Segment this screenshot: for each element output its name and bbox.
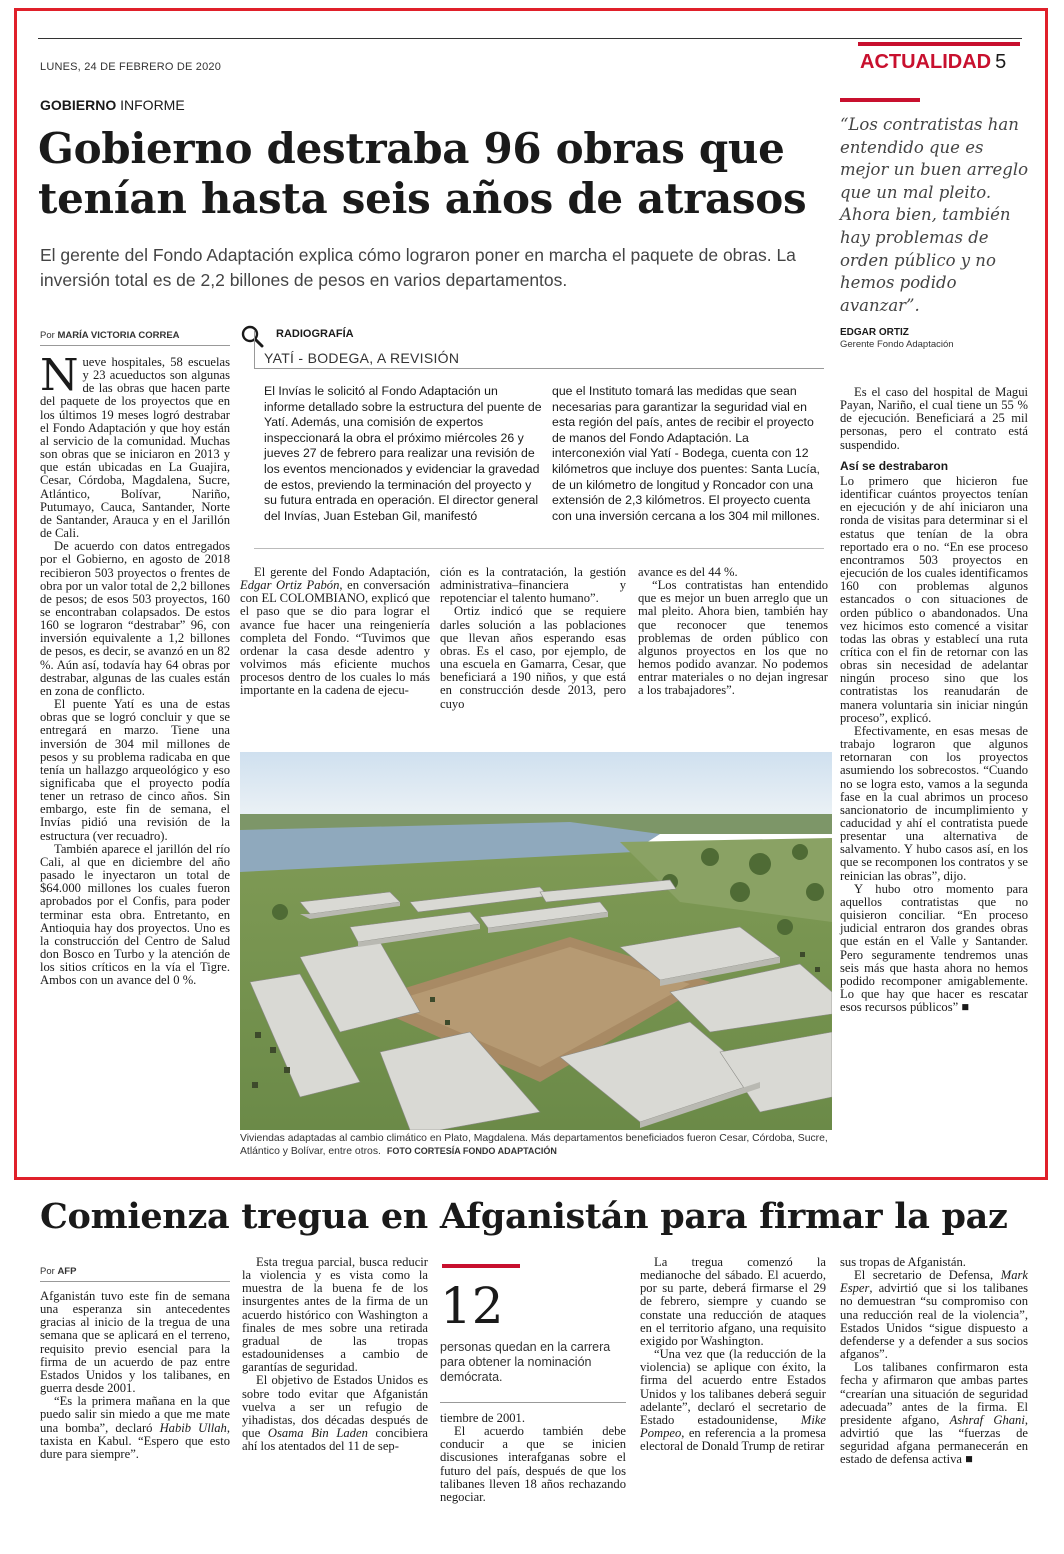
box-divider [254, 368, 824, 369]
paragraph: Y hubo otro momento para aquellos contratistas que no quisieron conciliar. “En proceso judicial entraron dos grandes obras que están en el Valle y Santander. Pero seguramente tendremos unas seis más que hasta ahora no hemos podido recomponer amigablemente. Lo que hay que hacer es rescatar esos recursos públicos” ■ [840, 881, 1028, 1015]
pullquote-role: Gerente Fondo Adaptación [840, 339, 954, 350]
paragraph: Esta tregua parcial, busca reducir la violencia y es vista como la muestra de la buena fe de los insurgentes antes de la firma de un acuerdo histórico con Washington a finales de mes sobre una retirada gradual de las tropas estadounidenses a cambio de garantías de seguridad. [242, 1255, 428, 1375]
paragraph [40, 350, 230, 541]
drop-cap: N [40, 350, 79, 401]
paragraph-text: “Una vez que (la reducción de la violencia) se aplique con éxito, la firma del acuerdo entre Estados Unidos y los talibanes deberá seguir adelante”, declaró el secretario de Estado estadounidense, [640, 1347, 826, 1427]
paragraph-text: Los talibanes confirmaron esta fecha y afirmaron que ambas partes “crearían una situación de seguridad adecuada” antes de la firma. El presidente afgano, [840, 1360, 1028, 1427]
photo-credit: FOTO CORTESÍA FONDO ADAPTACIÓN [386, 1146, 557, 1156]
article2-column-5 [840, 1256, 1028, 1467]
paragraph: El acuerdo también debe conducir a que se inicien discusiones interafganas sobre el futuro del país, después de que los talibanes lleven 18 años rechazando negociar. [440, 1424, 626, 1504]
article-column-2 [240, 566, 430, 698]
fact-text: personas quedan en la carrera para obtener la nominación demócrata. [440, 1340, 611, 1384]
byline-prefix: Por [40, 330, 55, 341]
paragraph-text: , en conversación con EL COLOMBIANO, explicó que el paso que se dio para lograr el avance fue hacer una reingeniería completa del Fondo. “Tuvimos que ordenar la casa desde adentro y volvimos más eficiente muchos procesos dentro de los cuales lo más importante en la cadena de ejecu- [240, 578, 430, 698]
fact-divider [440, 1402, 626, 1403]
paragraph-text: El gerente del Fondo Adaptación, [254, 565, 430, 579]
paragraph-text: , en referencia a la promesa electoral de Donald Trump de retirar [640, 1426, 826, 1454]
person-name: Mike Pompeo [640, 1412, 826, 1441]
paragraph: Afganistán tuvo este fin de semana una esperanza sin antecedentes gracias al inicio de la tregua de una semana que se aplicará en el terreno, requisito previo esencial para la firma de un acuerdo de paz entre Estados Unidos y los talibanes, en guerra desde 2001. [40, 1289, 230, 1396]
byline-prefix: Por [40, 1266, 55, 1277]
box-divider-vertical [254, 330, 255, 368]
article-column-1 [40, 350, 230, 988]
paragraph-text: concibiera ahí los atentados del 11 de sep- [242, 1426, 428, 1454]
paragraph [840, 1269, 1028, 1361]
magnifier-icon [240, 324, 264, 348]
paragraph: “Los contratistas han entendido que es mejor un buen arreglo que un mal pleito. Ahora bien, también hay que reconocer que tenemos problemas de orden público con algunos proyectos en los que no hemos podido avanzar. No podemos entrar materiales o no dejan ingresar a los trabajadores”. [638, 578, 828, 698]
paragraph: Efectivamente, en esas mesas de trabajo lograron que algunos retornaran con los proyectos asumiendo los sobrecostos. “Cuando no se logra esto, vamos a la segunda fase en la cual abrimos un proceso sancionatorio de incumplimiento y caducidad y ahí el contratista puede presentar una alternativa de salvamento. Y hubo casos así, en los que se recomponen los contratos y se reinician las obras”, dijo. [840, 723, 1028, 883]
article-column-5 [840, 386, 1028, 1014]
issue-date: LUNES, 24 DE FEBRERO DE 2020 [40, 61, 222, 73]
paragraph-text: , advirtió que si los talibanes no demuestran “su compromiso con una reducción real de la violencia”, Estados Unidos “sigue dispuesto a defenderse y a defender a sus socios afganos”. [840, 1281, 1028, 1362]
byline-author: AFP [57, 1266, 77, 1277]
paragraph: ción es la contratación, la gestión administrativa–financiera y repotenciar el talento humano”. [440, 565, 626, 606]
paragraph [242, 1374, 428, 1453]
fact-accent-bar [442, 1264, 520, 1268]
main-dek: El gerente del Fondo Adaptación explica cómo lograron poner en marcha el paquete de obras. La inversión total es de 2,2 billones de pesos en varios departamentos. [40, 245, 796, 290]
kicker-rest: INFORME [120, 97, 185, 113]
paragraph: sus tropas de Afganistán. [840, 1255, 966, 1269]
paragraph-text: El secretario de Defensa, [854, 1268, 1001, 1283]
article2-column-3 [440, 1412, 626, 1504]
section-label [860, 51, 1006, 74]
paragraph: También aparece el jarillón del río Cali, al que en diciembre del año pasado le inyectaron un total de $64.000 millones los cuales fueron aprobados por el Confis, para poder terminar esta obra. Entretanto, en Antioquia hay dos proyectos. Uno es la construcción del Centro de Salud don Bosco en Turbo y la atención de los sitios críticos en la vía el Tigre. Ambos con un avance del 0 %. [40, 841, 230, 988]
article-kicker [40, 97, 185, 113]
paragraph: Es el caso del hospital de Magui Payan, Nariño, el cual tiene un 55 % de ejecución. Beneficiará a 25 mil personas, pero el contrato está suspendido. [840, 385, 1028, 452]
caption-text: Viviendas adaptadas al cambio climático en Plato, Magdalena. Más departamentos beneficiados fueron Cesar, Córdoba, Sucre, Atlántico y Bolívar, entre otros. [240, 1133, 828, 1157]
subheading: Así se destrabaron [840, 458, 949, 473]
section-accent-bar [858, 42, 1020, 46]
section-name: ACTUALIDAD [860, 51, 992, 73]
paragraph: De acuerdo con datos entregados por el Gobierno, en agosto de 2018 recibieron 503 proyectos o frentes de obra por un valor total de 2,2 billones de pesos; de esos 503 proyectos, 160 se encontraban colapsados. De estos 160 se lograron “destrabar” 96, con inversión equivalente a 1,2 billones de pesos, es decir, se avanzó en un 82 %. Aún así, todavía hay 64 obras por destrabar, algunas de las cuales están en zona de conflicto. [40, 539, 230, 698]
paragraph: El puente Yatí es una de estas obras que se logró concluir y que se entregará en marzo. Tiene una inversión de 304 mil millones de pesos y su problema radicaba en que tenía un hallazgo arqueológico y eso significaba que el proyecto podía tener un retraso de cinco años. Sin embargo, este fin de semana, el Invías pidió una revisión de la estructura (ver recuadro). [40, 697, 230, 843]
paragraph-text: ueve hospitales, 58 escuelas y 23 acueductos son algunas de las obras que hacen parte del paquete de los proyectos que en los últimos 19 meses logró destrabar el Fondo Adaptación y que hoy están al servicio de la comunidad. Muchas son obras que se iniciaron en 2013 y que están ubicadas en La Guajira, Cesar, Córdoba, Magdalena, Sucre, Atlántico, Bolívar, Nariño, Putumayo, Cauca, Santander, Norte de Santander, Arauca y en el Jarillón de Cali. [40, 355, 230, 541]
paragraph [40, 1395, 230, 1461]
paragraph-text: , taxista en Kabul. “Espero que esto dure para siempre”. [40, 1420, 230, 1461]
person-name: Mark Esper [840, 1268, 1028, 1296]
box-divider-bottom [254, 548, 824, 549]
sidebar-box-column-1: El Invías le solicitó al Fondo Adaptación un informe detallado sobre la estructura del puente de Yatí. Además, una comisión de expertos inspeccionará la obra el próximo miércoles 26 y jueves 27 de febrero para realizar una revisión de los eventos mencionados y evidenciar la gravedad de estos, previendo la terminación del proyecto y su futura entrada en operación. El director general del Invías, Juan Esteban Gil, manifestó [264, 384, 542, 523]
paragraph [840, 1361, 1028, 1466]
article2-column-1 [40, 1290, 230, 1461]
second-headline: Comienza tregua en Afganistán para firmar la paz [40, 1196, 1008, 1237]
sidebar-box-subtitle: YATÍ - BODEGA, A REVISIÓN [264, 350, 460, 366]
paragraph-text: , advirtió que las “fuerzas de seguridad afgana permanecerán en estado de defensa activa ■ [840, 1412, 1028, 1467]
paragraph [240, 566, 430, 698]
top-rule [38, 38, 1022, 39]
paragraph: La tregua comenzó la medianoche del sábado. El acuerdo, por su parte, deberá firmarse el 29 de febrero, siempre y cuando se constate una reducción de ataques en el territorio afgano, una requisito exigido por Washington. [640, 1255, 826, 1348]
paragraph-text: El objetivo de Estados Unidos es sobre todo evitar que Afganistán vuelva a ser un refugio de yihadistas, dos décadas después de que [242, 1373, 428, 1441]
paragraph: avance es del 44 %. [638, 565, 738, 579]
person-name: Habib Ullah [159, 1420, 227, 1435]
main-headline: Gobierno destraba 96 obras que tenían hasta seis años de atrasos [38, 124, 807, 223]
paragraph: tiembre de 2001. [440, 1411, 525, 1425]
paragraph: Lo primero que hicieron fue identificar cuántos proyectos tenían en ejecución y de ahí iniciaron una ronda de visitas para determinar si el estatus que tenían de la obra reportado era o no. “En ese proceso encontramos 503 proyectos en ejecución de los cuales identificamos 160 con problemas algunos estancados o con situaciones de orden público o abandonados. Una vez hicimos esto comencé a visitar todas las obras y establecí una ruta crítica con el fin de retornar con las obras sin necesidad de adelantar ningún proceso sino que los contratistas los reanudarán de manera voluntaria sin iniciar ningún proceso”, explicó. [840, 473, 1028, 725]
sidebar-box-title: RADIOGRAFÍA [276, 328, 354, 340]
paragraph [640, 1348, 826, 1453]
paragraph-text: “Es la primera mañana en la que puedo salir sin miedo a que me mate una bomba”, declaró [40, 1394, 230, 1435]
pullquote-author: EDGAR ORTIZ [840, 327, 909, 338]
person-name: Edgar Ortiz Pabón [240, 578, 340, 593]
photo-caption [240, 1132, 830, 1158]
sidebar-box-column-2: que el Instituto tomará las medidas que sean necesarias para garantizar la seguridad vial en esta región del país, antes de recibir el proyecto de manos del Fondo Adaptación. La interconexión vial Yatí - Bodega, cuenta con 12 kilómetros que incluye dos puentes: Santa Lucía, de un kilómetro de longitud y Roncador con una extensión de 2,3 kilómetros. El proyecto cuenta con una inversión cercana a los 304 mil millones. [552, 384, 820, 523]
byline [40, 1266, 230, 1282]
housing-photo [240, 752, 832, 1130]
page-number: 5 [995, 51, 1007, 73]
article2-column-4 [640, 1256, 826, 1453]
person-name: Osama Bin Laden [267, 1426, 368, 1441]
byline [40, 330, 230, 346]
article-column-4 [638, 566, 828, 698]
kicker-bold: GOBIERNO [40, 97, 117, 113]
pullquote-accent-bar [840, 98, 920, 102]
paragraph: Ortiz indicó que se requiere darles solución a las poblaciones que llevan años esperando esas obras. Es el caso, por ejemplo, de una escuela en Gamarra, Cesar, que beneficiará a 190 niños, y que está en construcción desde 2013, pero cuyo [440, 604, 626, 711]
article-column-3 [440, 566, 626, 711]
person-name: Ashraf Ghani [949, 1412, 1025, 1427]
fact-number: 12 [440, 1277, 504, 1335]
pullquote: “Los contratistas han entendido que es mejor un buen arreglo que un mal pleito. Ahora bien, también hay problemas de orden público y no hemos podido avanzar”. [840, 115, 1029, 315]
byline-author: MARÍA VICTORIA CORREA [57, 330, 180, 341]
article2-column-2 [242, 1256, 428, 1453]
